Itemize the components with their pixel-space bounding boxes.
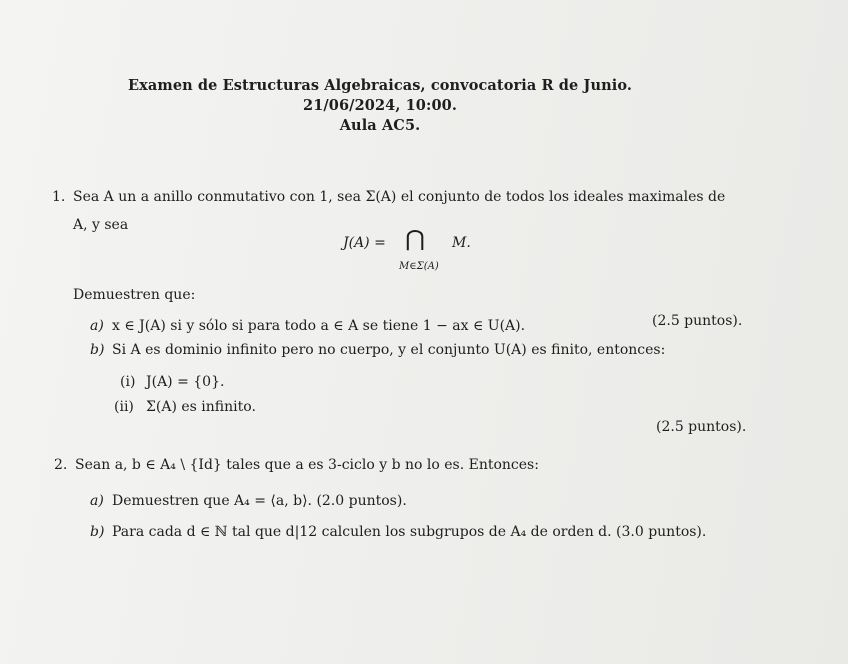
exam-title: Examen de Estructuras Algebraicas, convocatoria R de Junio. (127, 77, 632, 94)
big-intersection-symbol: ⋂ (405, 227, 425, 252)
problem2-part-b-label: b) (90, 524, 105, 540)
formula-intersection (406, 229, 424, 251)
problem1-intro-line1: Sea A un a anillo conmutativo con 1, sea Σ(A) el conjunto de todos los ideales maximales de (73, 189, 726, 205)
exam-room: Aula AC5. (339, 117, 421, 134)
formula-rhs: M. (452, 235, 471, 251)
formula-lhs: J(A) = (343, 235, 386, 251)
sub-ii-label: (ii) (114, 399, 134, 415)
sub-ii-text: Σ(A) es infinito. (146, 399, 256, 415)
sub-i-label: (i) (120, 374, 136, 390)
problem2-intro: Sean a, b ∈ A₄ \ {Id} tales que a es 3-ciclo y b no lo es. Entonces: (75, 457, 539, 473)
problem1-number: 1. (52, 189, 66, 205)
formula-subscript: M∈Σ(A) (399, 261, 439, 272)
exam-datetime: 21/06/2024, 10:00. (303, 97, 457, 114)
problem1-prompt: Demuestren que: (73, 287, 196, 303)
part-a-points: (2.5 puntos). (652, 313, 743, 329)
part-b-text: Si A es dominio infinito pero no cuerpo, y el conjunto U(A) es finito, entonces: (112, 342, 666, 358)
exam-header (0, 76, 760, 136)
problem2-part-a-label: a) (90, 493, 104, 509)
part-a-text: x ∈ J(A) si y sólo si para todo a ∈ A se tiene 1 − ax ∈ U(A). (112, 318, 526, 334)
problem2-number: 2. (54, 457, 68, 473)
part-b-label: b) (90, 342, 105, 358)
problem1-intro-line2: A, y sea (73, 217, 129, 233)
part-b-points: (2.5 puntos). (656, 419, 747, 435)
problem2-part-a-text: Demuestren que A₄ = ⟨a, b⟩. (2.0 puntos). (112, 493, 407, 509)
sub-i-text: J(A) = {0}. (146, 374, 225, 390)
problem2-part-b-text: Para cada d ∈ ℕ tal que d|12 calculen los subgrupos de A₄ de orden d. (3.0 puntos). (112, 524, 707, 540)
part-a-label: a) (90, 318, 104, 334)
